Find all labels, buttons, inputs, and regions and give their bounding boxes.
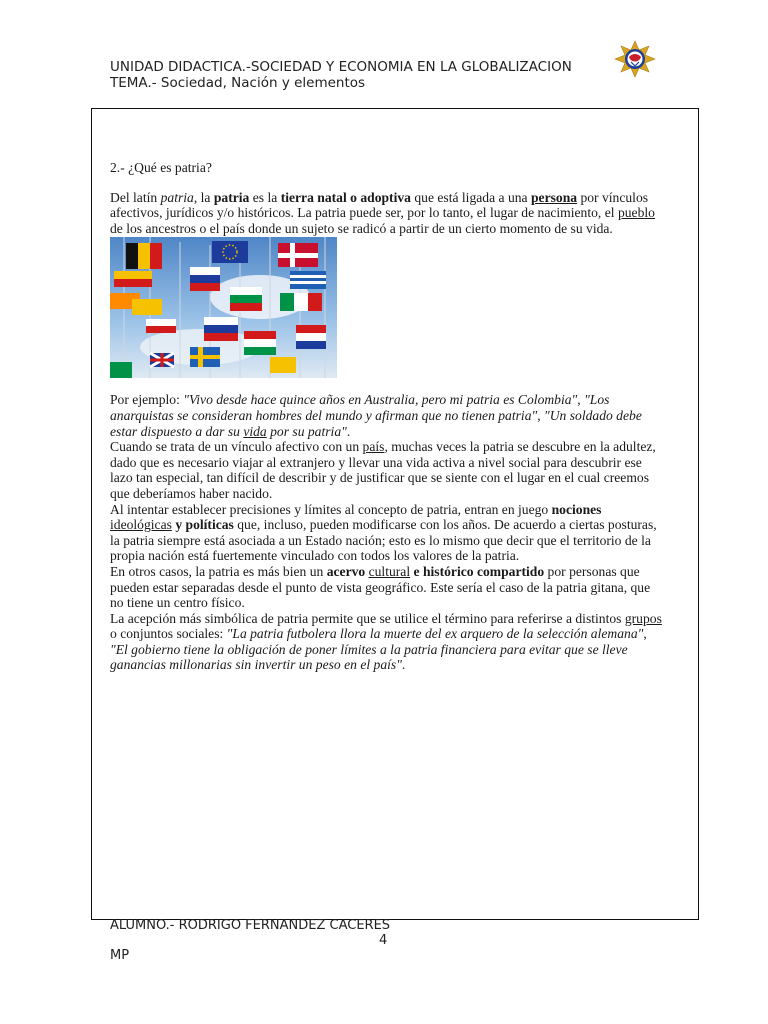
link-pueblo[interactable]: pueblo	[617, 205, 655, 221]
ideological-paragraph: Al intentar establecer precisiones y límites al concepto de patria, entran en juego nociones ideológicas y políticas que, incluso, pueden modificarse con los años. De acuerdo a ciertas posturas, la patria siempre está asociada a un Estado nación; esto es lo mismo que decir que el territorio de la propia nación está fuertemente vinculado con todos los valores de la patria.	[110, 501, 657, 564]
examples-paragraph: Por ejemplo: "Vivo desde hace quince años en Australia, pero mi patria es Colombia", "Los anarquistas se consideran hombres del mundo y afirman que no tienen patria", "Un soldado debe estar dispuesto a dar su vida por su patria".	[110, 392, 642, 439]
footer-course-code: MP	[110, 948, 130, 963]
flags-photo	[110, 237, 337, 378]
link-vida[interactable]: vida	[243, 423, 267, 439]
header-topic-title: TEMA.- Sociedad, Nación y elementos	[110, 75, 366, 91]
footer-page-number: 4	[379, 933, 388, 948]
page-header	[110, 59, 572, 91]
question-heading: 2.- ¿Qué es patria?	[110, 160, 212, 175]
link-persona[interactable]: persona	[530, 189, 578, 205]
affective-paragraph: Cuando se trata de un vínculo afectivo con un país, muchas veces la patria se descubre en la adultez, dado que es necesario viajar al extranjero y llevar una vida activa a nivel social para descubrir ese lazo tan especial, tan difícil de describir y de justificar que se siente con el lugar en el cual creemos que deberíamos haber nacido.	[110, 439, 656, 501]
emblem-seal-icon	[612, 40, 658, 78]
link-ideologicas[interactable]: ideológicas	[110, 517, 172, 533]
header-unit-title: UNIDAD DIDACTICA.-SOCIEDAD Y ECONOMIA EN LA GLOBALIZACION	[110, 59, 572, 75]
other-cases-paragraph: En otros casos, la patria es más bien un acervo cultural e histórico compartido por personas que pueden estar separadas desde el punto de vista geográfico. Este sería el caso de la patria gitana, que no tiene un centro físico.	[110, 563, 651, 611]
symbolic-paragraph: La acepción más simbólica de patria permite que se utilice el término para referirse a distintos grupos o conjuntos sociales: "La patria futbolera llora la muerte del ex arquero de la selección alemana", "El gobierno tiene la obligación de poner límites a la patria financiera para evitar que se lleve ganancias millonarias sin invertir un peso en el país".	[110, 610, 662, 673]
footer-student-name: ALUMNO.- RODRIGO FERNANDEZ CACERES	[110, 918, 391, 933]
link-grupos[interactable]: grupos	[624, 610, 662, 626]
link-pais[interactable]: país	[362, 439, 385, 455]
link-cultural[interactable]: cultural	[368, 563, 411, 579]
document-body	[110, 160, 662, 673]
intro-paragraph: Del latín patria, la patria es la tierra natal o adoptiva que está ligada a una persona por vínculos afectivos, jurídicos y/o históricos. La patria puede ser, por lo tanto, el lugar de nacimiento, el pueblo de los ancestros o el país donde un sujeto se radicó a partir de un cierto momento de su vida.	[110, 189, 655, 236]
